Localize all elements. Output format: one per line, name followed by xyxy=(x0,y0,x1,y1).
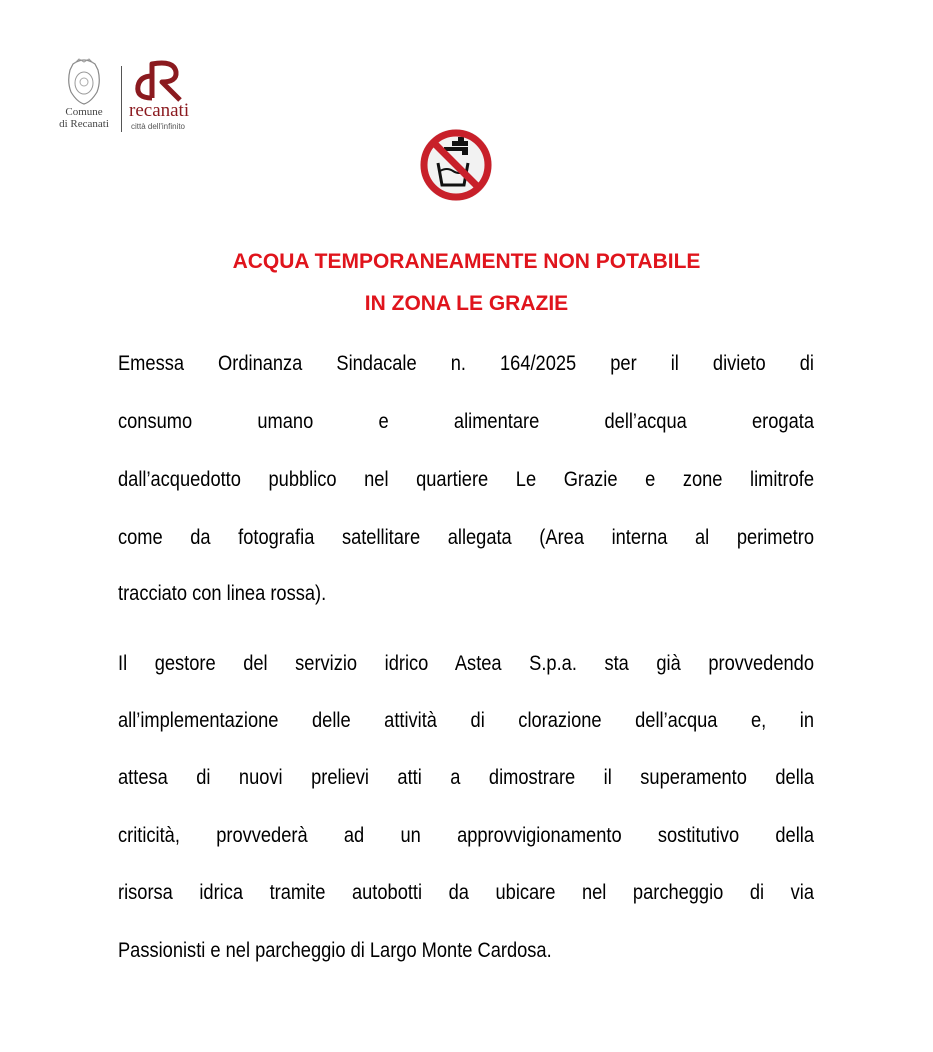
brand-tagline: città dell'infinito xyxy=(131,122,185,131)
paragraph-line: consumo umano e alimentare dell’acqua erogata xyxy=(118,410,814,433)
paragraph-line: tracciato con linea rossa). xyxy=(118,582,327,605)
logo-divider xyxy=(121,66,122,132)
paragraph-line: dall’acquedotto pubblico nel quartiere Le Grazie e zone limitrofe xyxy=(118,468,814,491)
comune-line2: di Recanati xyxy=(59,118,109,130)
recanati-r-logo-icon xyxy=(130,58,190,104)
comune-crest-icon xyxy=(65,58,103,106)
paragraph-line: attesa di nuovi prelievi atti a dimostrare il superamento della xyxy=(118,766,814,789)
paragraph-line: all’implementazione delle attività di clorazione dell’acqua e, in xyxy=(118,709,814,732)
paragraph-line: Il gestore del servizio idrico Astea S.p.a. sta già provvedendo xyxy=(118,652,814,675)
paragraph-line: Passionisti e nel parcheggio di Largo Monte Cardosa. xyxy=(118,939,552,962)
paragraph-line: come da fotografia satellitare allegata (Area interna al perimetro xyxy=(118,526,814,549)
paragraph-line: criticità, provvederà ad un approvvigionamento sostitutivo della xyxy=(118,824,814,847)
paragraph-line: risorsa idrica tramite autobotti da ubicare nel parcheggio di via xyxy=(118,881,814,904)
no-drinking-water-icon xyxy=(418,127,494,203)
paragraph-line: Emessa Ordinanza Sindacale n. 164/2025 per il divieto di xyxy=(118,352,814,375)
headline-line-2: IN ZONA LE GRAZIE xyxy=(364,292,569,315)
brand-name: recanati xyxy=(129,100,190,121)
comune-line1: Comune xyxy=(65,106,103,118)
comune-label xyxy=(56,106,112,130)
header-logos xyxy=(56,56,206,136)
headline-line-1: ACQUA TEMPORANEAMENTE NON POTABILE xyxy=(232,250,701,273)
